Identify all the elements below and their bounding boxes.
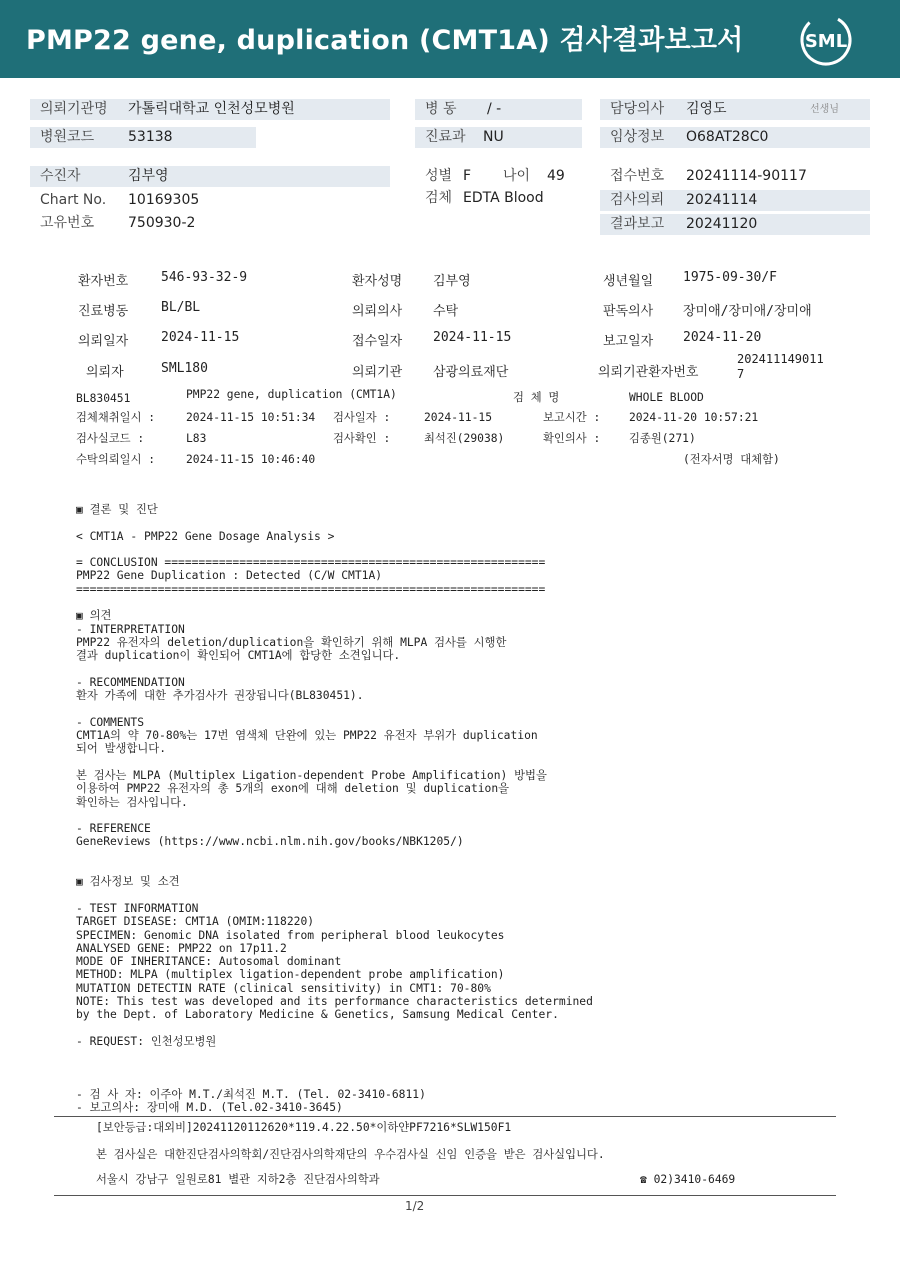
report-line: GeneReviews (https://www.ncbi.nlm.nih.gov/books/NBK1205/) [76,835,464,849]
sex-age-row [415,166,585,187]
report-line [76,596,593,609]
report-line: 되어 발생합니다. [76,742,166,756]
report-line [76,862,593,875]
report-line: 결과 duplication이 확인되어 CMT1A에 합당한 소견입니다. [76,649,401,663]
chart-row [30,190,390,211]
grid-label: 판독의사 [603,304,654,319]
grid-label: 의뢰의사 [352,304,403,319]
page-number: 1/2 [405,1199,425,1213]
report-title: PMP22 gene, duplication (CMT1A) 검사결과보고서 [26,25,744,56]
report-line: ANALYSED GENE: PMP22 on 17p11.2 [76,941,287,955]
specimen-label: 검체 [425,190,453,206]
specimen-name-label: 검 체 명 [513,391,560,404]
unique-value: 750930-2 [128,215,196,231]
report-line [76,809,593,822]
report-line: < CMT1A - PMP22 Gene Dosage Analysis > [76,529,335,543]
certification-line: 본 검사실은 대한진단검사의학회/진단검사의학재단의 우수검사실 신임 인증을 받은 검사실입니다. [96,1148,605,1161]
receipt-row [600,166,870,187]
report-line: ▣ 검사정보 및 소견 [76,875,180,889]
report-line: - 보고의사: 장미애 M.D. (Tel.02-3410-3645) [76,1101,343,1115]
grid-value: 1975-09-30/F [683,270,777,285]
report-line: NOTE: This test was developed and its performance characteristics determined [76,994,593,1008]
collect-label: 검체채취일시 : [76,411,156,424]
report-line: MODE OF INHERITANCE: Autosomal dominant [76,955,342,969]
report-line: - 검 사 자: 이주아 M.T./최석진 M.T. (Tel. 02-3410-6811) [76,1088,426,1102]
institution-box [30,99,390,120]
phone-line: ☎ 02)3410-6469 [640,1173,736,1186]
request-date-value: 20241114 [686,192,758,208]
report-header [0,0,900,78]
grid-label: 환자번호 [78,274,129,289]
report-line: 환자 가족에 대한 추가검사가 권장됩니다(BL830451). [76,689,364,703]
sex-label: 성별 [425,168,453,184]
report-line: MUTATION DETECTIN RATE (clinical sensitivity) in CMT1: 70-80% [76,981,491,995]
grid-value: 삼광의료재단 [433,365,509,380]
report-time-value: 2024-11-20 10:57:21 [629,411,759,424]
hospital-code-box [30,127,256,148]
grid-value: 202411149011 [737,352,824,366]
age-value: 49 [547,168,565,184]
specimen-value: EDTA Blood [463,190,544,206]
request-date-label: 검사의뢰 [610,192,665,208]
report-line [76,1048,593,1061]
order-time-label: 수탁의뢰일시 : [76,453,156,466]
dept-value: NU [483,129,504,145]
sex-value: F [463,168,472,184]
institution-value: 가톨릭대학교 인천성모병원 [128,101,295,117]
report-line [76,889,593,902]
order-time-value: 2024-11-15 10:46:40 [186,453,316,466]
verify-label: 확인의사 : [543,432,601,445]
report-line: CMT1A의 약 70-80%는 17번 염색체 단완에 있는 PMP22 유전자 부위가 duplication [76,729,538,743]
test-code: BL830451 [76,392,131,405]
grid-label: 환자성명 [352,274,403,289]
report-line [76,702,593,715]
report-line: 확인하는 검사입니다. [76,795,188,809]
request-date-box [600,190,870,211]
report-line [76,756,593,769]
logo-text: SML [804,31,848,52]
report-line: 이용하여 PMP22 유전자의 총 5개의 exon에 대해 deletion 및 duplication을 [76,782,510,796]
address-line: 서울시 강남구 일원로81 별관 지하2층 진단검사의학과 [96,1173,380,1186]
grid-value: 546-93-32-9 [161,270,248,285]
specimen-row [415,188,595,209]
hospital-code-label: 병원코드 [40,129,95,145]
report-line: - RECOMMENDATION [76,675,185,689]
clinical-box [600,127,870,148]
report-line: TARGET DISEASE: CMT1A (OMIM:118220) [76,915,315,929]
patient-label: 수진자 [40,168,81,184]
doctor-label: 담당의사 [610,101,665,117]
report-line [76,663,593,676]
confirm-value: 최석진(29038) [424,432,505,445]
report-line: METHOD: MLPA (multiplex ligation-dependent probe amplification) [76,968,505,982]
patient-box [30,166,390,187]
grid-value: 장미애/장미애/장미애 [683,304,812,319]
footer-top-divider [54,1116,836,1117]
dept-label: 진료과 [425,129,466,145]
sml-logo-icon [798,12,854,68]
institution-label: 의뢰기관명 [40,101,108,117]
test-date-label: 검사일자 : [333,411,391,424]
ward-value: / - [487,101,502,117]
footer-bottom-divider [54,1195,836,1196]
unique-row [30,213,390,234]
report-line: - REQUEST: 인천성모병원 [76,1034,217,1048]
report-line: ▣ 결론 및 진단 [76,503,158,516]
lab-code-value: L83 [186,432,207,445]
report-line: PMP22 유전자의 deletion/duplication을 확인하기 위해 MLPA 검사를 시행한 [76,635,507,649]
grid-label: 생년월일 [603,274,654,289]
grid-value: 김부영 [433,274,471,289]
grid-value: 2024-11-20 [683,330,762,345]
grid-label: 진료병동 [78,304,129,319]
grid-value: 2024-11-15 [161,330,240,345]
report-line [76,1022,593,1035]
report-line [76,1061,593,1074]
grid-label: 접수일자 [352,334,403,349]
report-time-label: 보고시간 : [543,411,601,424]
report-line: - INTERPRETATION [76,622,185,636]
report-line: PMP22 Gene Duplication : Detected (C/W CMT1A) [76,569,383,583]
report-line [76,543,593,556]
test-name: PMP22 gene, duplication (CMT1A) [186,388,397,401]
report-line: - COMMENTS [76,715,145,729]
security-line: [보안등급:대외비]20241120112620*119.4.22.50*이하얀PF7216*SLW150F1 [96,1121,512,1134]
grid-label: 의뢰일자 [78,334,129,349]
report-line: ===================================================================== [76,582,546,596]
dept-box [415,127,582,148]
grid-label: 보고일자 [603,334,654,349]
receipt-label: 접수번호 [610,168,665,184]
report-line: 본 검사는 MLPA (Multiplex Ligation-dependent Probe Amplification) 방법을 [76,768,547,782]
result-date-value: 20241120 [686,216,758,232]
clinical-label: 임상정보 [610,129,665,145]
doctor-box [600,99,870,120]
ward-label: 병 동 [425,101,457,117]
unique-label: 고유번호 [40,215,95,231]
report-line: ▣ 의견 [76,609,112,623]
collect-value: 2024-11-15 10:51:34 [186,411,316,424]
esign-note: (전자서명 대체함) [683,453,780,466]
verify-value: 김종원(271) [629,432,696,445]
grid-value: BL/BL [161,300,201,315]
grid-label: 의뢰기관 [352,365,403,380]
report-line [76,1075,593,1088]
report-line: - TEST INFORMATION [76,901,199,915]
report-line: = CONCLUSION ======================================================== [76,556,546,570]
specimen-name-value: WHOLE BLOOD [629,391,704,404]
grid-value: 수탁 [433,304,459,319]
report-line [76,849,593,862]
lab-code-label: 검사실코드 : [76,432,145,445]
patient-value: 김부영 [128,168,169,184]
chart-value: 10169305 [128,192,200,208]
report-line [76,516,593,529]
result-date-label: 결과보고 [610,216,665,232]
report-line: by the Dept. of Laboratory Medicine & Genetics, Samsung Medical Center. [76,1008,559,1022]
clinical-value: O68AT28C0 [686,129,769,145]
report-body [76,503,593,1115]
report-line: - REFERENCE [76,822,151,836]
test-date-value: 2024-11-15 [424,411,493,424]
age-label: 나이 [503,168,531,184]
doctor-value: 김영도 [686,101,727,117]
confirm-label: 검사확인 : [333,432,391,445]
grid-value: 2024-11-15 [433,330,512,345]
ward-box [415,99,582,120]
receipt-value: 20241114-90117 [686,168,807,184]
report-line: SPECIMEN: Genomic DNA isolated from peripheral blood leukocytes [76,928,505,942]
doctor-suffix: 선생님 [810,104,839,115]
grid-label: 의뢰자 [86,365,124,380]
grid-value: SML180 [161,361,208,376]
hospital-code-value: 53138 [128,129,173,145]
chart-label: Chart No. [40,192,107,208]
grid-value: 7 [737,367,745,381]
result-date-box [600,214,870,235]
grid-label: 의뢰기관환자번호 [598,365,699,380]
